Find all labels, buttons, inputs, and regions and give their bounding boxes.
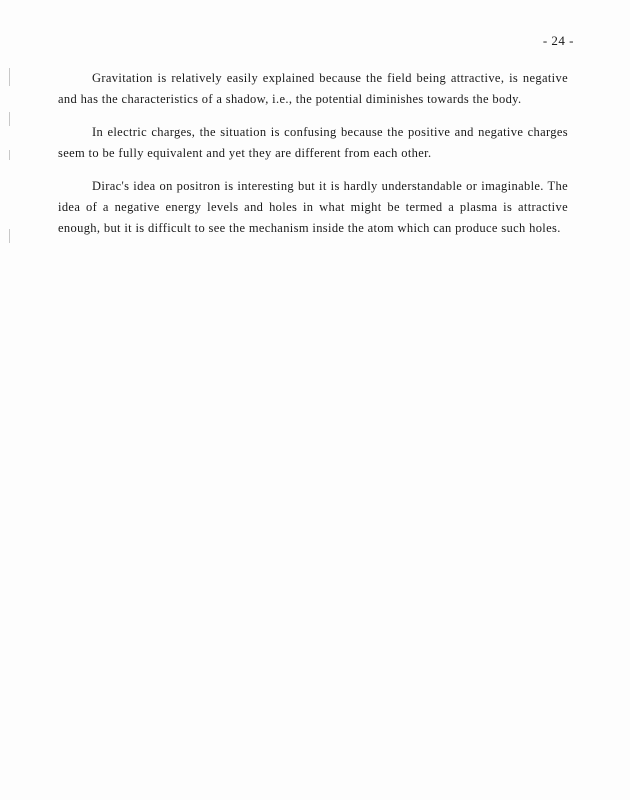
paragraph-dirac-positron: Dirac's idea on positron is interesting but it is hardly understandable or imaginable. The idea of a negative energy levels and holes in what might be termed a plasma is attractive enough, but it is difficult to see the mechanism inside the atom which can produce such holes. [58, 179, 568, 235]
margin-mark [9, 112, 10, 126]
paragraph-gravitation: Gravitation is relatively easily explained because the field being attractive, is negative and has the characteristics of a shadow, i.e., the potential diminishes towards the body. [58, 71, 568, 106]
margin-mark [9, 68, 10, 86]
page-number: - 24 - [542, 33, 574, 48]
margin-mark [9, 229, 10, 243]
margin-mark [9, 150, 10, 160]
paragraph-electric-charges: In electric charges, the situation is confusing because the positive and negative charges seem to be fully equivalent and yet they are different from each other. [58, 125, 568, 160]
body-text [58, 68, 568, 251]
